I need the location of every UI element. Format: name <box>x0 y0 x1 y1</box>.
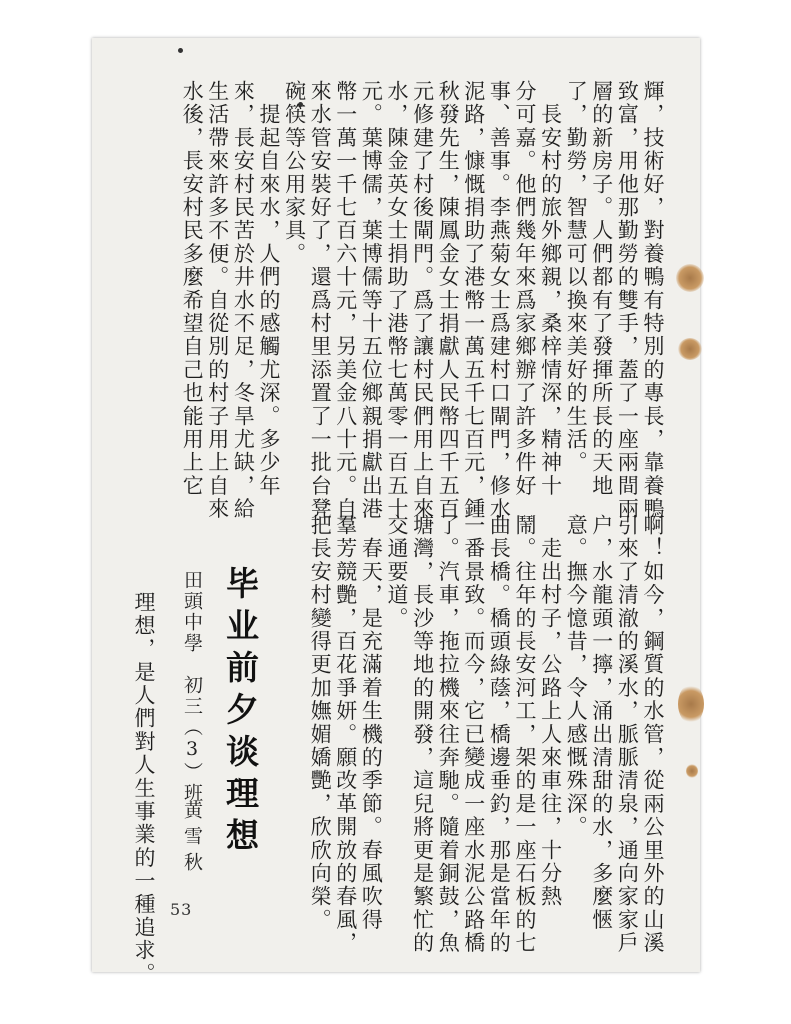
text-column: 水，陳金英女士捐助了港幣七萬零一百五十 <box>385 80 409 521</box>
text-column: 啊！如今，鋼質的水管，從兩公里外的山溪 <box>641 514 665 955</box>
speck <box>178 48 183 53</box>
paper-stain <box>678 684 704 724</box>
text-column: 一番景致。而今，它已變成一座水泥公路橋 <box>461 514 486 955</box>
text-column: 事、善事。李燕菊女士爲建村口閘門，修水 <box>487 80 512 521</box>
text-column: 長安村的旅外鄉親，桑梓情深，精神十 <box>538 80 563 498</box>
text-column: 輝，技術好，對養鴨有特別的專長，靠養鴨 <box>641 80 665 521</box>
text-column: 水後，長安村民多麼希望自己也能用上它 <box>180 80 205 498</box>
text-column: 泥路，慷慨捐助了港幣一萬五千七百元，鍾 <box>461 80 486 521</box>
text-column: 來水管安裝好了，還爲村里添置了一批台凳 <box>308 80 333 521</box>
text-column: 春天，是充滿着生機的季節。春風吹得 <box>359 514 384 932</box>
paper-stain <box>678 338 702 360</box>
text-column: 走出村子，公路上人來車往，十分熱 <box>538 514 563 909</box>
paper-stain <box>686 764 698 778</box>
page-number: 53 <box>170 900 193 919</box>
text-column: 分可嘉。他們幾年來爲家鄉辦了許多件好 <box>513 80 537 498</box>
paper-stain <box>676 264 704 292</box>
article-title: 毕业前夕谈理想 <box>221 566 260 860</box>
article2-body-column: 理想，是人們對人生事業的一種追求。 <box>132 568 156 986</box>
text-column: 元修建了村後閘門。爲了讓村民們用上自來 <box>410 80 435 521</box>
text-column: 引來了清澈的溪水，脈脈清泉，通向家家戶 <box>615 514 640 955</box>
author-name: 黄雪秋 <box>181 800 203 878</box>
text-column: 來，長安村民苦於井水不足，冬旱尤缺，給 <box>231 80 256 521</box>
text-column: 把長安村變得更加嫵媚嬌艷，欣欣向榮。 <box>308 514 333 932</box>
text-column: 了，勤勞，智慧可以換來美好的生活。 <box>564 80 589 475</box>
text-column: 碗筷等公用家具。 <box>282 80 307 266</box>
document-page <box>92 38 700 986</box>
text-column: 塘灣，長沙等地的開發，這兒將更是繁忙的 <box>410 514 435 955</box>
text-column: 羣芳競艷，百花爭妍。願改革開放的春風， <box>333 514 358 955</box>
text-column: 致富，用他那勤勞的雙手，蓋了一座兩間兩 <box>615 80 640 521</box>
text-column: 交通要道。 <box>385 514 409 630</box>
text-column: 幣一萬一千七百六十元，另美金八十元。自 <box>333 80 358 521</box>
text-column: 提起自來水，人們的感觸尤深。多少年 <box>257 80 281 498</box>
text-column: 層的新房子。人們都有了發揮所長的天地 <box>589 80 614 498</box>
text-column: 元。葉博儒，葉博儒等十五位鄉親捐獻出港 <box>359 80 384 521</box>
text-column: 意。撫今憶昔，令人感慨殊深。 <box>564 514 589 839</box>
text-column: 秋發先生，陳鳳金女士捐獻人民幣四千五百 <box>436 80 461 521</box>
text-column: 生活帶來許多不便。自從別的村子用上自來 <box>205 80 230 521</box>
text-column: 户，水龍頭一擰，涌出清甜的水，多麼愜 <box>589 514 614 932</box>
school-class-line: 田頭中學 初三（3）班 <box>181 570 203 804</box>
text-column: 鬧。往年的長安河工，架的是一座石板的七 <box>513 514 537 955</box>
text-column: 了。汽車，拖拉機來往奔馳。隨着銅鼓，魚 <box>436 514 461 955</box>
text-column: 曲長橋。橋頭綠蔭，橋邊垂釣，那是當年的 <box>487 514 512 955</box>
